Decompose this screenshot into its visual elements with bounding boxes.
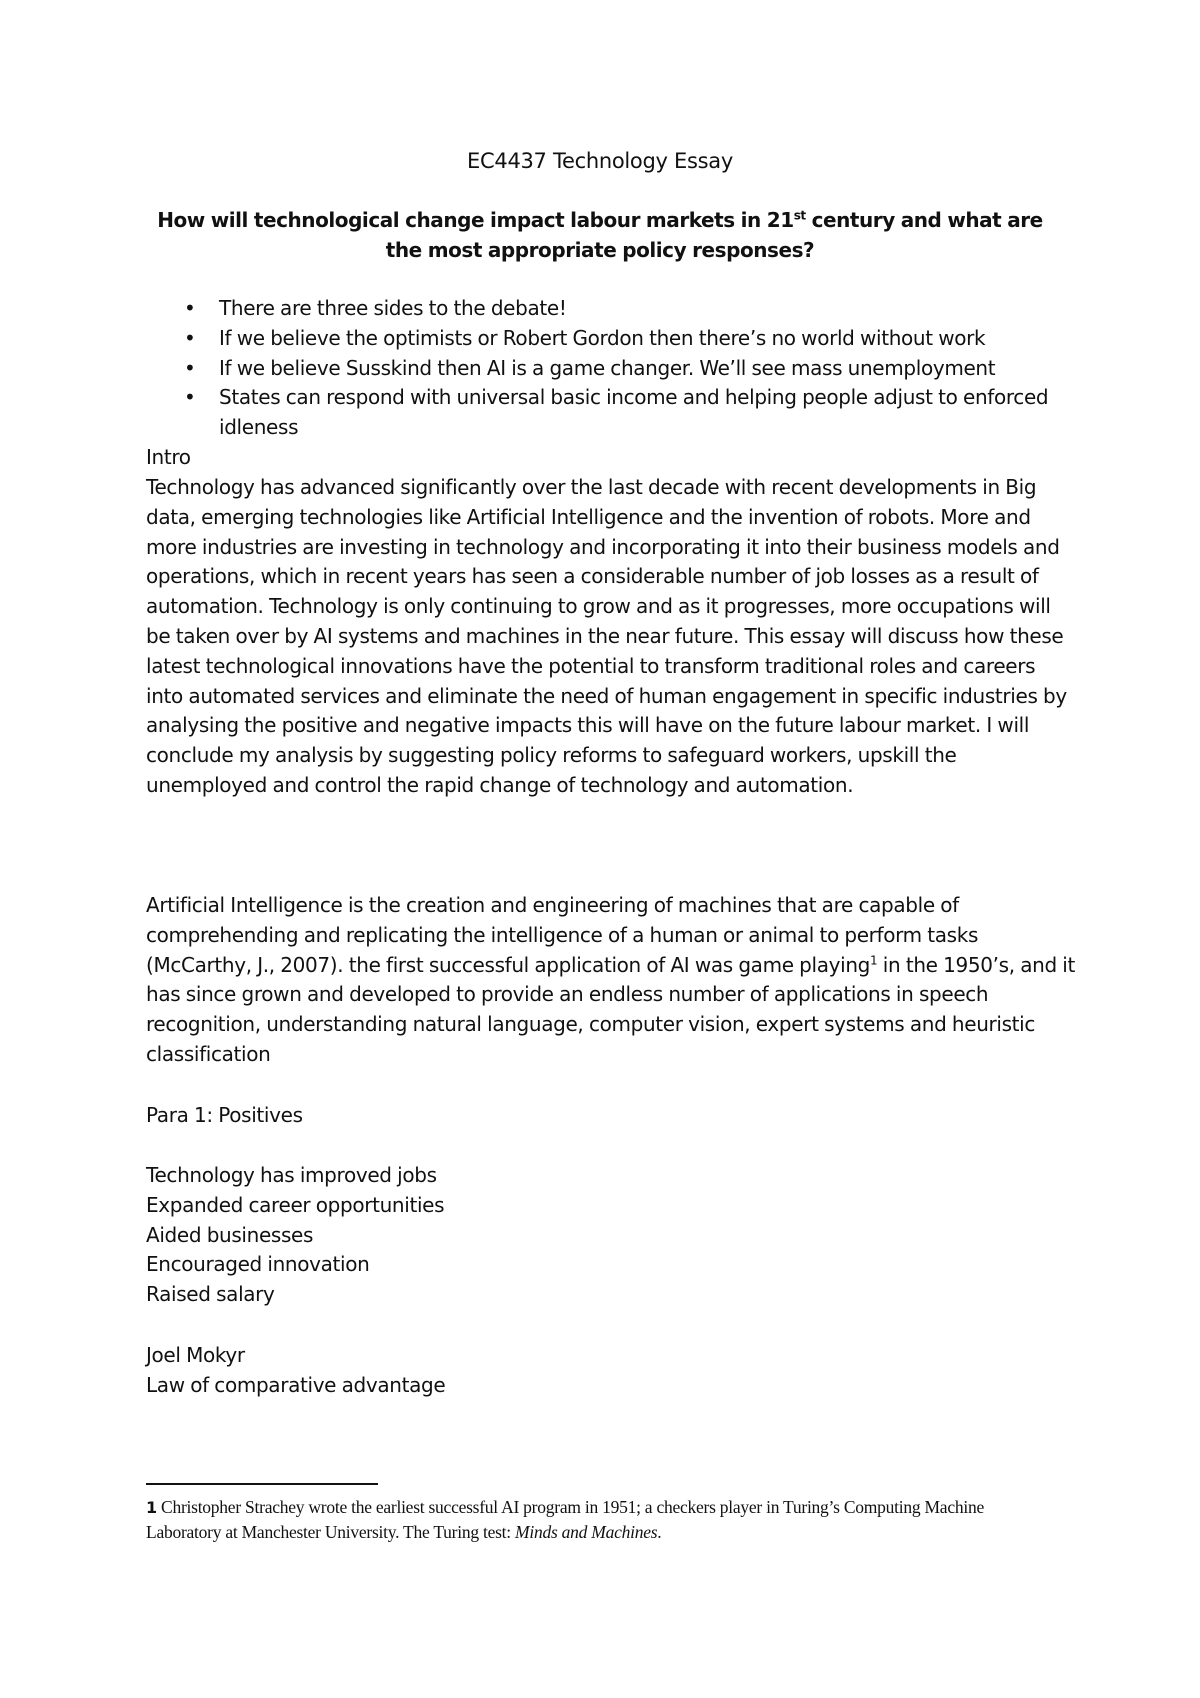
question-text-part1: How will technological change impact labour markets in 21 [157, 208, 794, 232]
bullet-item [146, 354, 1076, 384]
positive-item: Encouraged innovation [146, 1252, 370, 1277]
bullet-text: There are three sides to the debate! [219, 296, 567, 320]
bullet-text: If we believe Susskind then AI is a game changer. We’ll see mass unemployment [219, 355, 996, 380]
para1-heading: Para 1: Positives [146, 1103, 303, 1127]
intro-paragraph: Technology has advanced significantly over the last decade with recent developments in Big data, emerging technologies like Artificial Intelligence and the invention of robots. More and more industries are investing in technology and incorporating it into their business models and operations, which in recent years has seen a considerable number of job losses as a result of automation. Technology is only continuing to grow and as it progresses, more occupations will be taken over by AI systems and machines in the near future. This essay will discuss how these latest technological innovations have the potential to transform traditional roles and careers into automated services and eliminate the need of human engagement in specific industries by analysing the positive and negative impacts this will have on the future labour market. I will conclude my analysis by suggesting policy reforms to safeguard workers, upskill the unemployed and control the rapid change of technology and automation. [146, 475, 1067, 797]
positive-item: Raised salary [146, 1282, 275, 1307]
bullet-dot-icon: • [184, 355, 196, 380]
bullet-dot-icon: • [184, 325, 196, 350]
bullet-item [146, 294, 1076, 324]
ai-paragraph [146, 891, 1076, 1070]
footnote-text: Christopher Strachey wrote the earliest successful AI program in 1951; a checkers player in Turing’s Computing Machine Laboratory at Manchester University. The Turing test: [146, 1497, 984, 1542]
question-text-part2: century and what are the most appropriate policy responses? [385, 208, 1043, 262]
positive-item: Technology has improved jobs [146, 1163, 437, 1187]
positive-item: Aided businesses [146, 1222, 314, 1247]
footnote [146, 1495, 1046, 1544]
note-item: Law of comparative advantage [146, 1372, 446, 1397]
essay-question [146, 206, 1054, 266]
bullet-text: States can respond with universal basic income and helping people adjust to enforced idleness [219, 385, 1049, 440]
notes-list [146, 1341, 1076, 1401]
positives-list [146, 1161, 1076, 1310]
summary-bullet-list [146, 294, 1076, 443]
footnote-end: . [657, 1522, 662, 1542]
bullet-item [146, 324, 1076, 354]
bullet-text: If we believe the optimists or Robert Gordon then there’s no world without work [219, 325, 986, 350]
positive-item: Expanded career opportunities [146, 1192, 445, 1217]
footnote-number: 1 [146, 1498, 157, 1517]
footnote-italic-title: Minds and Machines [515, 1522, 658, 1542]
ai-paragraph-part1: Artificial Intelligence is the creation and engineering of machines that are capable of comprehending and replicating the intelligence of a human or animal to perform tasks (McCarthy, J., 2007). the first successful application of AI was game playing [146, 893, 979, 977]
footnote-separator [146, 1483, 378, 1485]
bullet-dot-icon: • [184, 296, 196, 320]
question-superscript: st [793, 208, 806, 223]
note-item: Joel Mokyr [146, 1343, 245, 1367]
footnote-reference[interactable]: 1 [870, 952, 878, 967]
intro-heading: Intro [146, 445, 191, 469]
document-title: EC4437 Technology Essay [467, 149, 733, 173]
bullet-dot-icon: • [184, 385, 196, 410]
ai-paragraph-part2: in the 1950’s, and it has since grown and developed to provide an endless number of applications in speech recognition, understanding natural language, computer vision, expert systems and heuristic classification [146, 952, 1075, 1066]
bullet-item [146, 383, 1076, 443]
